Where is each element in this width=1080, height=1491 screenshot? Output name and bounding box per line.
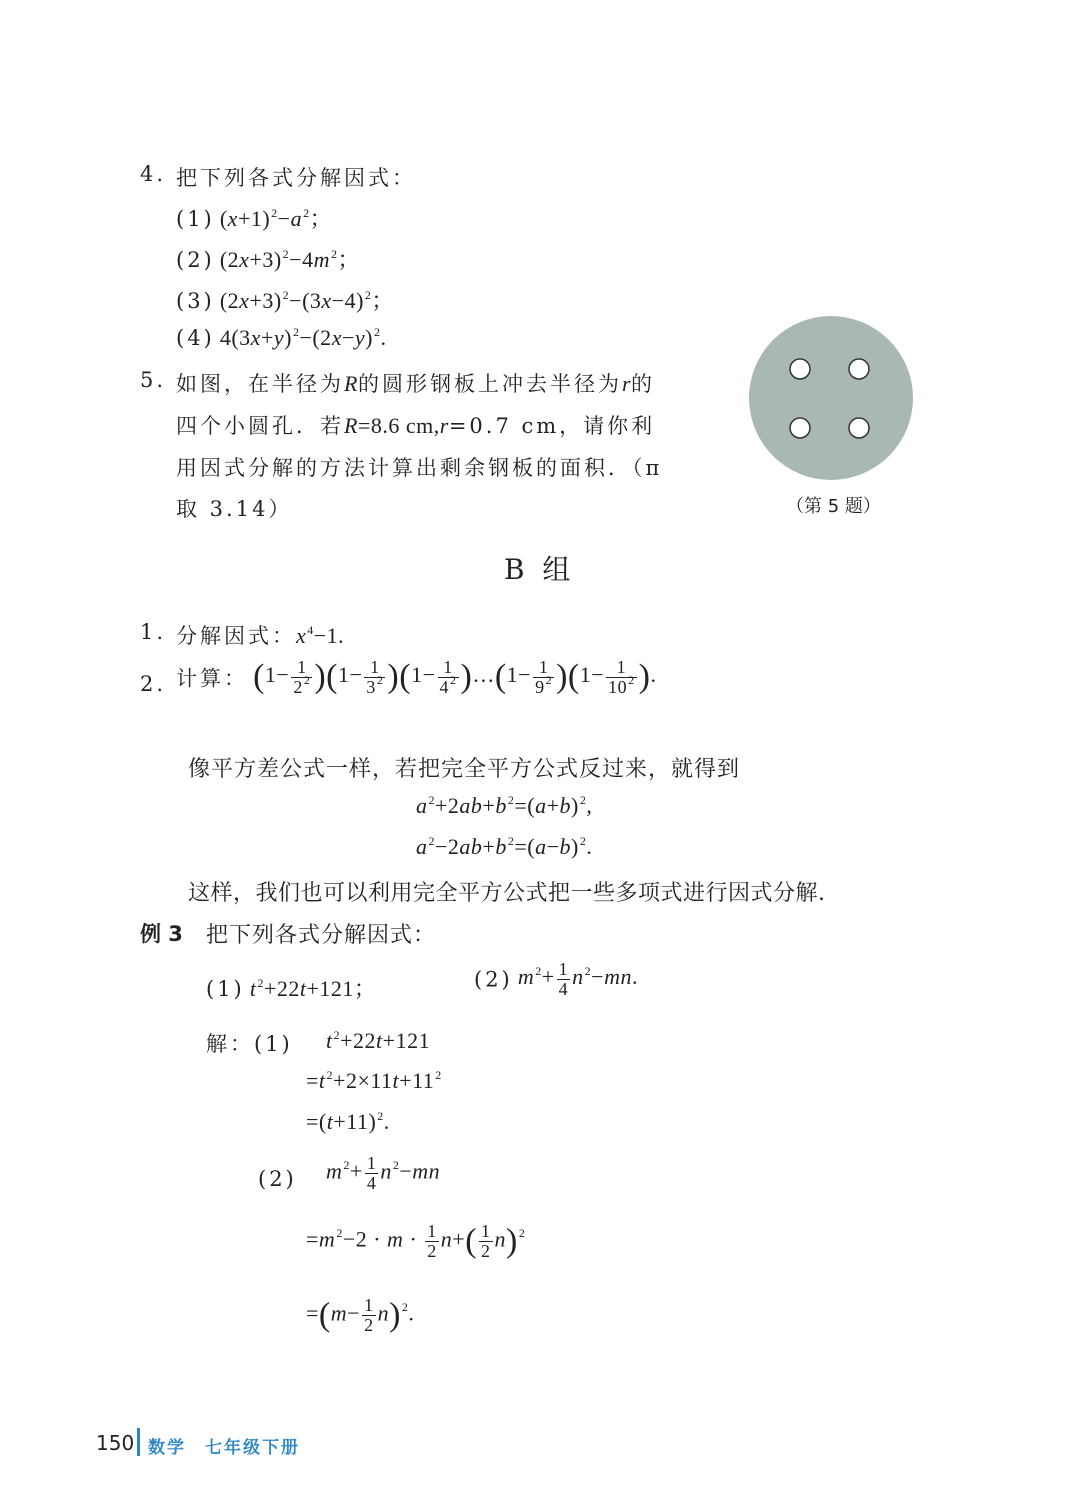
q5-line-3: 用因式分解的方法计算出剩余钢板的面积．（π [176, 456, 663, 480]
b-group-heading: B 组 [504, 553, 571, 586]
example-item-1: (1) $t^2+22t+121$； [206, 976, 377, 1001]
footer-divider [137, 1428, 140, 1456]
hole [790, 359, 810, 379]
b-q1: 分解因式：$x^4-1$. [176, 623, 345, 648]
intro-paragraph: 像平方差公式一样，若把完全平方公式反过来，就得到 [188, 757, 741, 782]
solution-2-line-3: =(m− $\frac{1}{2}$ n)$^2$. [306, 1295, 415, 1335]
solution-1-line-1: $t^2+22t+121$ [326, 1028, 431, 1053]
solution-label-1: 解：(1) [206, 1032, 293, 1056]
b-q1-number: 1. [140, 620, 167, 644]
q5-number: 5. [140, 368, 167, 392]
q4-text: 把下列各式分解因式： [176, 166, 416, 190]
item-label: (2) [176, 248, 215, 272]
hole [849, 359, 869, 379]
q4-item-3: (3) $(2x+3)^2-(3x-4)^2$； [176, 288, 394, 313]
b-q2: 计算： (1− $\frac{1}{2^2}$ )(1− $\frac{1}{3^2}$ )(1− $\frac{1}{4^2}$ )…(1− $\frac{1}{9^2}$ )(1− $\frac{1}{10^2}$ ). [176, 657, 657, 697]
q5-line-2: 四个小圆孔．若R=8.6 cm,r=0.7 cm，请你利 [176, 413, 656, 438]
item-label: (4) [176, 326, 215, 350]
item-label: (1) [176, 207, 215, 231]
formula-2: $a^2-2ab+b^2=(a-b)^2$. [416, 834, 593, 859]
steel-plate [749, 316, 913, 480]
q4-item-1: (1) $(x+1)^2-a^2$； [176, 206, 333, 231]
solution-2-line-1: $m^2+$ $\frac{1}{4}$ $n^2-mn$ [326, 1153, 441, 1193]
example-label: 例 3 [140, 922, 183, 946]
hole [790, 418, 810, 438]
q4-item-2: (2) $(2x+3)^2-4m^2$； [176, 247, 360, 272]
solution-1-line-3: $=(t+11)^2$. [306, 1109, 390, 1134]
steel-plate-figure [748, 315, 914, 481]
b-q2-number: 2. [140, 672, 167, 696]
example-text: 把下列各式分解因式： [206, 923, 437, 948]
solution-2-line-2: $=m^2-2 \cdot m$ · $\frac{1}{2}$ n+( $\frac{1}{2}$ n)$^2$ [306, 1221, 526, 1261]
page-number: 150 [96, 1431, 135, 1455]
q5-line-4: 取 3.14） [176, 497, 293, 521]
solution-label-2: (2) [258, 1167, 297, 1191]
figure-caption: （第 5 题） [786, 496, 881, 517]
example-item-2: (2) $m^2+$ $\frac{1}{4}$ $n^2-mn$. [474, 959, 638, 999]
after-paragraph: 这样，我们也可以利用完全平方公式把一些多项式进行因式分解. [188, 881, 826, 906]
item-label: (3) [176, 289, 215, 313]
book-title: 数学 七年级下册 [148, 1438, 300, 1458]
q5-line-1: 如图，在半径为R的圆形钢板上冲去半径为r的 [176, 371, 656, 396]
hole [849, 418, 869, 438]
solution-1-line-2: $=t^2+2\times 11t+11^2$ [306, 1068, 442, 1093]
formula-1: $a^2+2ab+b^2=(a+b)^2$, [416, 793, 593, 818]
q4-number: 4. [140, 162, 167, 186]
q4-item-4: (4) $4(3x+y)^2-(2x-y)^2$. [176, 325, 387, 350]
